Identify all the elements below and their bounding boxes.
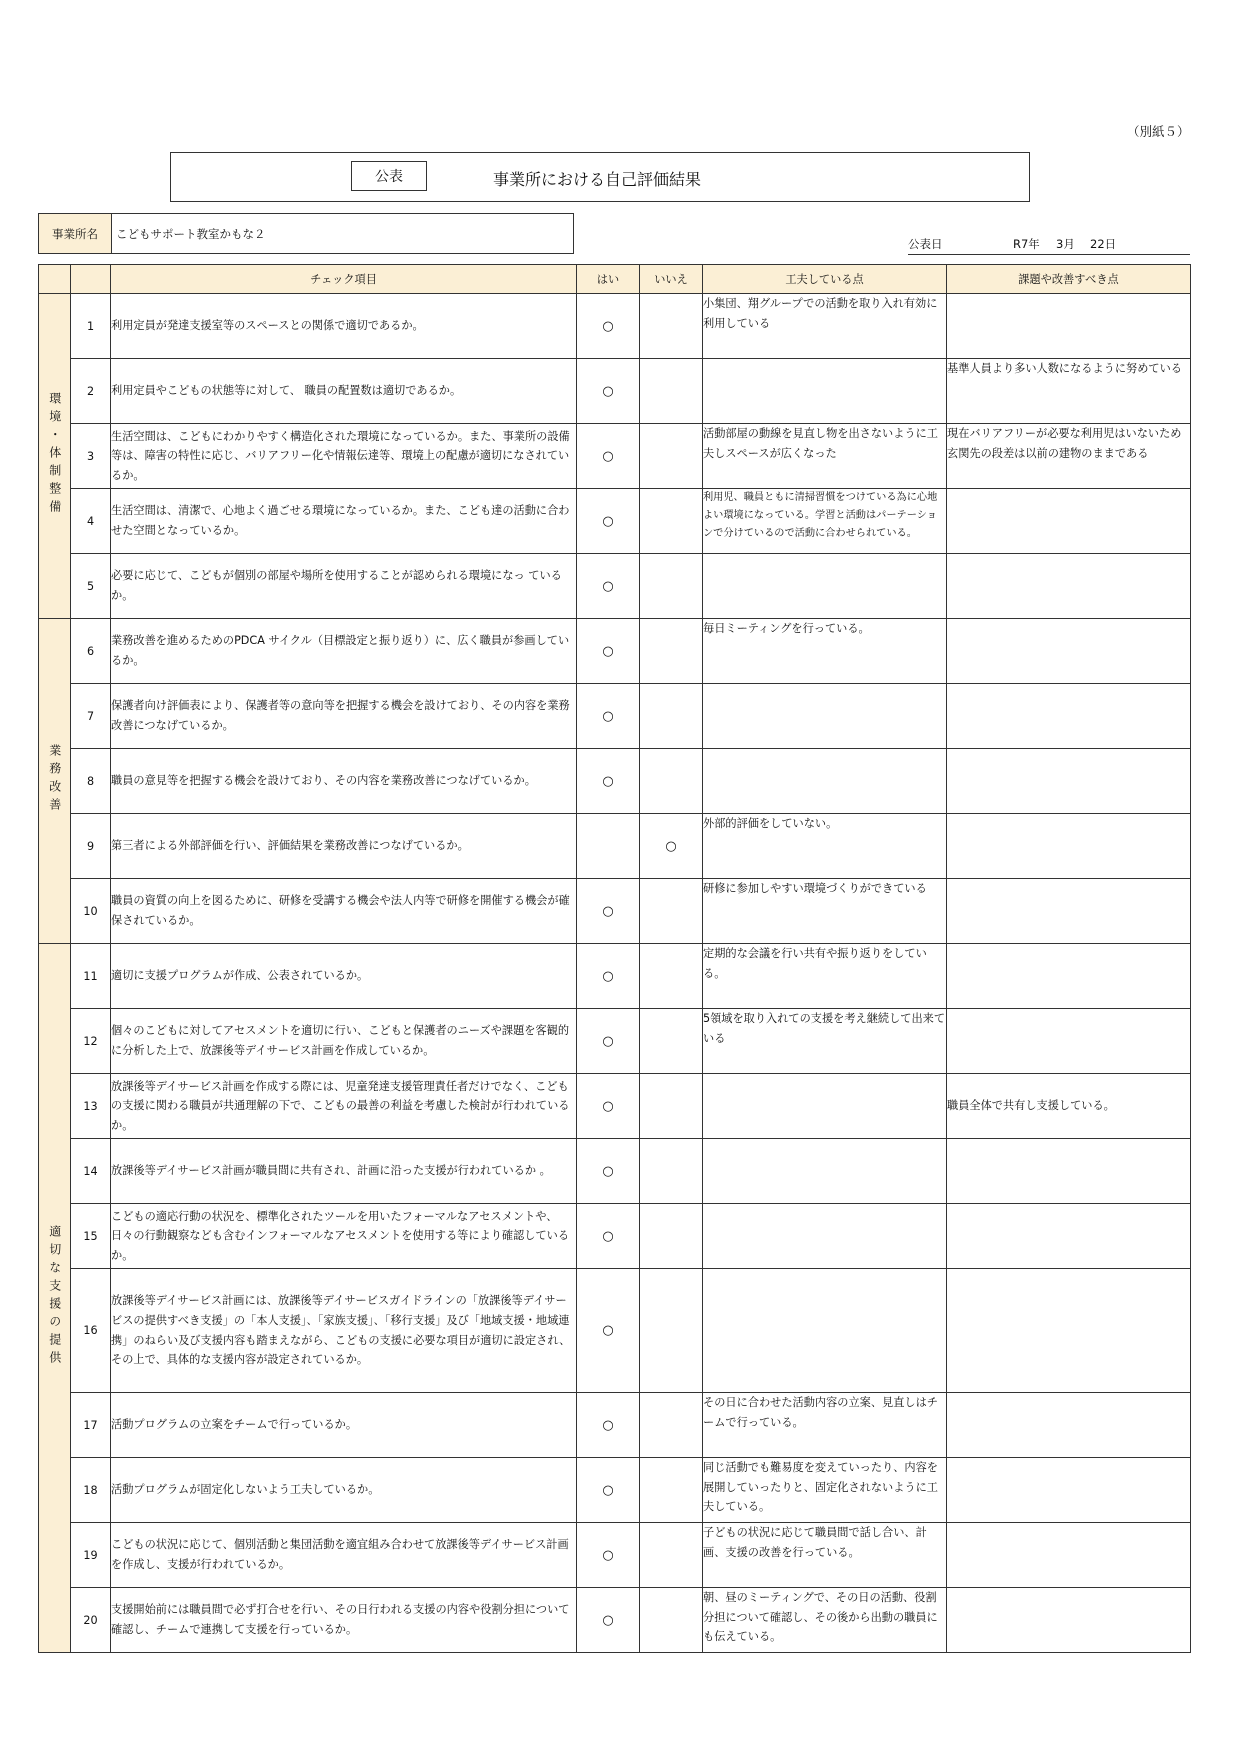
good-points-text: 外部的評価をしていない。 [703,814,947,879]
header-yes: はい [577,265,640,294]
row-number: 1 [71,294,111,359]
table-row [39,1458,1191,1523]
yes-mark: ○ [577,1269,640,1393]
good-points-text: 毎日ミーティングを行っている。 [703,619,947,684]
category-label: 環境・体制整備 [47,391,62,518]
no-mark [640,1074,703,1139]
yes-mark: ○ [577,1139,640,1204]
row-number: 11 [71,944,111,1009]
row-number: 5 [71,554,111,619]
yes-mark: ○ [577,1393,640,1458]
table-row [39,1523,1191,1588]
good-points-text [703,554,947,619]
row-number: 18 [71,1458,111,1523]
issues-text [947,1139,1191,1204]
row-number: 9 [71,814,111,879]
check-item-text: 生活空間は、こどもにわかりやすく構造化された環境になっているか。また、事業所の設備等は、障害の特性に応じ、バリアフリー化や情報伝達等、環境上の配慮が適切になされているか。 [111,424,577,489]
title-box [170,152,1030,202]
no-mark [640,489,703,554]
check-item-text: 利用定員が発達支援室等のスペースとの関係で適切であるか。 [111,294,577,359]
yes-mark: ○ [577,879,640,944]
row-number: 15 [71,1204,111,1269]
table-row [39,489,1191,554]
check-item-text: 適切に支援プログラムが作成、公表されているか。 [111,944,577,1009]
check-item-text: こどもの状況に応じて、個別活動と集団活動を適宜組み合わせて放課後等デイサービス計画を作成し、支援が行われているか。 [111,1523,577,1588]
no-mark [640,424,703,489]
publication-date [908,236,1190,255]
check-item-text: 活動プログラムの立案をチームで行っているか。 [111,1393,577,1458]
check-item-text: 業務改善を進めるためのPDCA サイクル（目標設定と振り返り）に、広く職員が参画しているか。 [111,619,577,684]
yes-mark: ○ [577,424,640,489]
no-mark [640,619,703,684]
good-points-text: 研修に参加しやすい環境づくりができている [703,879,947,944]
check-item-text: 活動プログラムが固定化しないよう工夫しているか。 [111,1458,577,1523]
row-number: 8 [71,749,111,814]
office-info [38,213,574,254]
issues-text [947,294,1191,359]
good-points-text: 定期的な会議を行い共有や振り返りをしている。 [703,944,947,1009]
yes-mark [577,814,640,879]
row-number: 16 [71,1269,111,1393]
yes-mark: ○ [577,1204,640,1269]
table-row [39,879,1191,944]
yes-mark: ○ [577,749,640,814]
good-points-text: 利用児、職員ともに清掃習慣をつけている為に心地よい環境になっている。学習と活動はパーテーションで分けているので活動に合わせられている。 [703,489,947,554]
no-mark [640,294,703,359]
no-mark [640,1009,703,1074]
no-mark [640,1139,703,1204]
header-issues: 課題や改善すべき点 [947,265,1191,294]
category-cell [39,294,71,619]
row-number: 2 [71,359,111,424]
table-row [39,359,1191,424]
table-row [39,1139,1191,1204]
table-row [39,749,1191,814]
yes-mark: ○ [577,1523,640,1588]
no-mark: ○ [640,814,703,879]
table-row [39,619,1191,684]
good-points-text: その日に合わせた活動内容の立案、見直しはチームで行っている。 [703,1393,947,1458]
good-points-text [703,1074,947,1139]
yes-mark: ○ [577,1458,640,1523]
check-item-text: こどもの適応行動の状況を、標準化されたツールを用いたフォーマルなアセスメントや、日々の行動観察なども含むインフォーマルなアセスメントを使用する等により確認しているか。 [111,1204,577,1269]
category-label: 業務改善 [47,743,62,816]
header-no: いいえ [640,265,703,294]
check-item-text: 個々のこどもに対してアセスメントを適切に行い、こどもと保護者のニーズや課題を客観的に分析した上で、放課後等デイサービス計画を作成しているか。 [111,1009,577,1074]
row-number: 20 [71,1588,111,1653]
pubdate-day: 22日 [1090,237,1117,251]
issues-text [947,1458,1191,1523]
issues-text [947,619,1191,684]
good-points-text: 活動部屋の動線を見直し物を出さないように工夫しスペースが広くなった [703,424,947,489]
no-mark [640,749,703,814]
pubdate-label: 公表日 [908,237,943,251]
yes-mark: ○ [577,1074,640,1139]
page-title: 事業所における自己評価結果 [493,170,702,189]
office-label: 事業所名 [39,214,112,253]
good-points-text [703,1269,947,1393]
no-mark [640,1458,703,1523]
issues-text: 基準人員より多い人数になるように努めている [947,359,1191,424]
office-name: こどもサポート教室かもな２ [116,226,266,241]
table-row [39,1009,1191,1074]
issues-text [947,749,1191,814]
table-row [39,1074,1191,1139]
good-points-text: 同じ活動でも難易度を変えていったり、内容を展開していったりと、固定化されないように工夫している。 [703,1458,947,1523]
row-number: 3 [71,424,111,489]
row-number: 19 [71,1523,111,1588]
good-points-text: 子どもの状況に応じて職員間で話し合い、計画、支援の改善を行っている。 [703,1523,947,1588]
row-number: 17 [71,1393,111,1458]
row-number: 12 [71,1009,111,1074]
good-points-text: 小集団、翔グループでの活動を取り入れ有効に利用している [703,294,947,359]
check-item-text: 必要に応じて、こどもが個別の部屋や場所を使用することが認められる環境になっ ているか。 [111,554,577,619]
no-mark [640,1393,703,1458]
table-row [39,424,1191,489]
issues-text [947,554,1191,619]
header-number [71,265,111,294]
no-mark [640,944,703,1009]
table-row [39,294,1191,359]
issues-text [947,1393,1191,1458]
table-row [39,684,1191,749]
evaluation-table [38,264,1191,1653]
yes-mark: ○ [577,684,640,749]
row-number: 13 [71,1074,111,1139]
good-points-text [703,1204,947,1269]
yes-mark: ○ [577,489,640,554]
issues-text [947,684,1191,749]
check-item-text: 保護者向け評価表により、保護者等の意向等を把握する機会を設けており、その内容を業務改善につなげているか。 [111,684,577,749]
issues-text [947,1523,1191,1588]
header-check-item: チェック項目 [111,265,577,294]
yes-mark: ○ [577,294,640,359]
yes-mark: ○ [577,554,640,619]
pubdate-month: 3月 [1056,237,1075,251]
check-item-text: 利用定員やこどもの状態等に対して、 職員の配置数は適切であるか。 [111,359,577,424]
row-number: 7 [71,684,111,749]
no-mark [640,1523,703,1588]
table-row [39,1393,1191,1458]
good-points-text: 朝、昼のミーティングで、その日の活動、役割分担について確認し、その後から出動の職員にも伝えている。 [703,1588,947,1653]
check-item-text: 職員の資質の向上を図るために、研修を受講する機会や法人内等で研修を開催する機会が確保されているか。 [111,879,577,944]
check-item-text: 放課後等デイサービス計画が職員間に共有され、計画に沿った支援が行われているか 。 [111,1139,577,1204]
issues-text: 職員全体で共有し支援している。 [947,1074,1191,1139]
yes-mark: ○ [577,619,640,684]
header-category [39,265,71,294]
no-mark [640,1269,703,1393]
issues-text: 現在バリアフリーが必要な利用児はいないため玄関先の段差は以前の建物のままである [947,424,1191,489]
good-points-text [703,749,947,814]
table-row [39,554,1191,619]
no-mark [640,879,703,944]
issues-text [947,879,1191,944]
row-number: 14 [71,1139,111,1204]
good-points-text: 5領域を取り入れての支援を考え継続して出来ている [703,1009,947,1074]
yes-mark: ○ [577,944,640,1009]
check-item-text: 支援開始前には職員間で必ず打合せを行い、その日行われる支援の内容や役割分担について確認し、チームで連携して支援を行っているか。 [111,1588,577,1653]
no-mark [640,554,703,619]
document-reference: （別紙５） [1127,124,1190,139]
table-header-row [39,265,1191,294]
row-number: 4 [71,489,111,554]
issues-text [947,1269,1191,1393]
no-mark [640,359,703,424]
header-good-points: 工夫している点 [703,265,947,294]
pubdate-year: R7年 [1013,237,1040,251]
issues-text [947,814,1191,879]
no-mark [640,1204,703,1269]
category-label: 適切な支援の提供 [47,1224,62,1369]
issues-text [947,1009,1191,1074]
issues-text [947,1588,1191,1653]
check-item-text: 生活空間は、清潔で、心地よく過ごせる環境になっているか。また、こども達の活動に合わせた空間となっているか。 [111,489,577,554]
table-row [39,1588,1191,1653]
category-cell [39,619,71,944]
row-number: 10 [71,879,111,944]
table-row [39,944,1191,1009]
issues-text [947,1204,1191,1269]
check-item-text: 放課後等デイサービス計画には、放課後等デイサービスガイドラインの「放課後等デイサービスの提供すべき支援」の「本人支援」、「家族支援」、「移行支援」及び「地域支援・地域連携」のねらい及び支援内容も踏まえながら、こどもの支援に必要な項目が適切に設定され、その上で、具体的な支援内容が設定されているか。 [111,1269,577,1393]
yes-mark: ○ [577,1009,640,1074]
row-number: 6 [71,619,111,684]
publication-badge: 公表 [351,161,427,191]
good-points-text [703,684,947,749]
no-mark [640,684,703,749]
good-points-text [703,1139,947,1204]
issues-text [947,489,1191,554]
table-row [39,1269,1191,1393]
category-cell [39,944,71,1653]
table-row [39,1204,1191,1269]
check-item-text: 職員の意見等を把握する機会を設けており、その内容を業務改善につなげているか。 [111,749,577,814]
yes-mark: ○ [577,1588,640,1653]
good-points-text [703,359,947,424]
yes-mark: ○ [577,359,640,424]
table-row [39,814,1191,879]
no-mark [640,1588,703,1653]
check-item-text: 放課後等デイサービス計画を作成する際には、児童発達支援管理責任者だけでなく、こどもの支援に関わる職員が共通理解の下で、こどもの最善の利益を考慮した検討が行われているか。 [111,1074,577,1139]
issues-text [947,944,1191,1009]
check-item-text: 第三者による外部評価を行い、評価結果を業務改善につなげているか。 [111,814,577,879]
